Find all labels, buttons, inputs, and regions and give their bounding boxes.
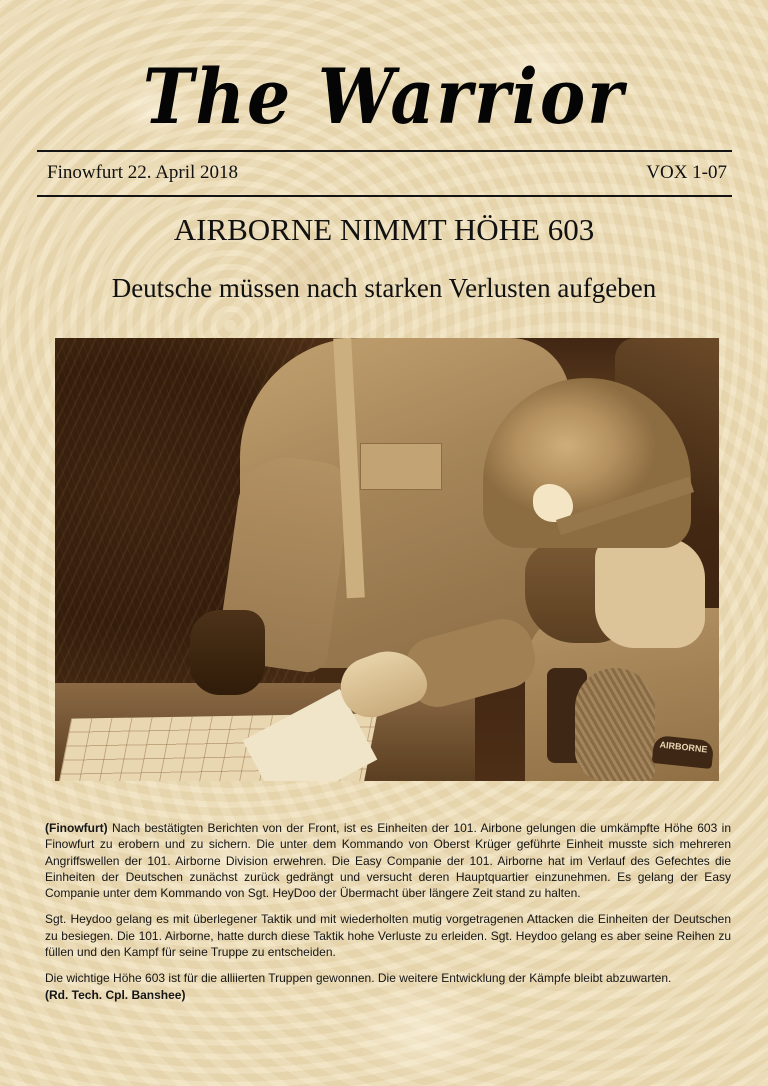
issue-number: VOX 1-07 xyxy=(646,162,727,183)
article-byline: (Rd. Tech. Cpl. Banshee) xyxy=(45,987,186,1002)
article-paragraph xyxy=(45,820,731,901)
subheadline: Deutsche müssen nach starken Verlusten aufgeben xyxy=(111,273,657,303)
sepia-overlay xyxy=(55,338,719,781)
article-body xyxy=(45,820,731,1013)
dateline xyxy=(47,160,727,186)
headline: AIRBORNE NIMMT HÖHE 603 xyxy=(173,212,595,247)
article-paragraph xyxy=(45,970,731,1003)
article-lead: (Finowfurt) xyxy=(45,821,108,835)
newspaper-title: The Warrior xyxy=(142,52,626,142)
bottom-rule xyxy=(37,195,732,197)
place-date: Finowfurt 22. April 2018 xyxy=(47,162,239,183)
article-text: Sgt. Heydoo gelang es mit überlegener Taktik und mit wiederholten mutig vorgetragenen Attacken die Einheiten der Deutschen zu besiegen. Die 101. Airborne, hatte durch diese Taktik hohe Verluste zu erleiden. Sgt. Heydoo gelang es aber seine Reihen zu füllen und den Kampf für seine Truppe zu entscheiden. xyxy=(45,912,731,960)
article-text: Nach bestätigten Berichten von der Front, ist es Einheiten der 101. Airbone gelungen die umkämpfte Höhe 603 in Finowfurt zu erobern und zu sichern. Die unter dem Kommando von Oberst Krüger geführte Einheit musste sich mehreren Angriffswellen der 101. Airborne Division erwehren. Die Easy Companie der 101. Airborne hat im Verlauf des Gefechtes die Einheiten der Deutschen zunächst zurück gedrängt und versucht deren Hauptquartier einzunehmen. Es gelang der Easy Companie unter dem Kommando von Sgt. HeyDoo der Übermacht über längere Zeit stand zu halten. xyxy=(45,821,731,901)
masthead xyxy=(0,52,768,142)
article-photo xyxy=(55,338,719,781)
article-paragraph xyxy=(45,911,731,960)
airborne-patch: AIRBORNE xyxy=(652,735,715,769)
article-text: Die wichtige Höhe 603 ist für die alliierten Truppen gewonnen. Die weitere Entwicklung der Kämpfe bleibt abzuwarten. xyxy=(45,971,672,986)
top-rule xyxy=(37,150,732,152)
